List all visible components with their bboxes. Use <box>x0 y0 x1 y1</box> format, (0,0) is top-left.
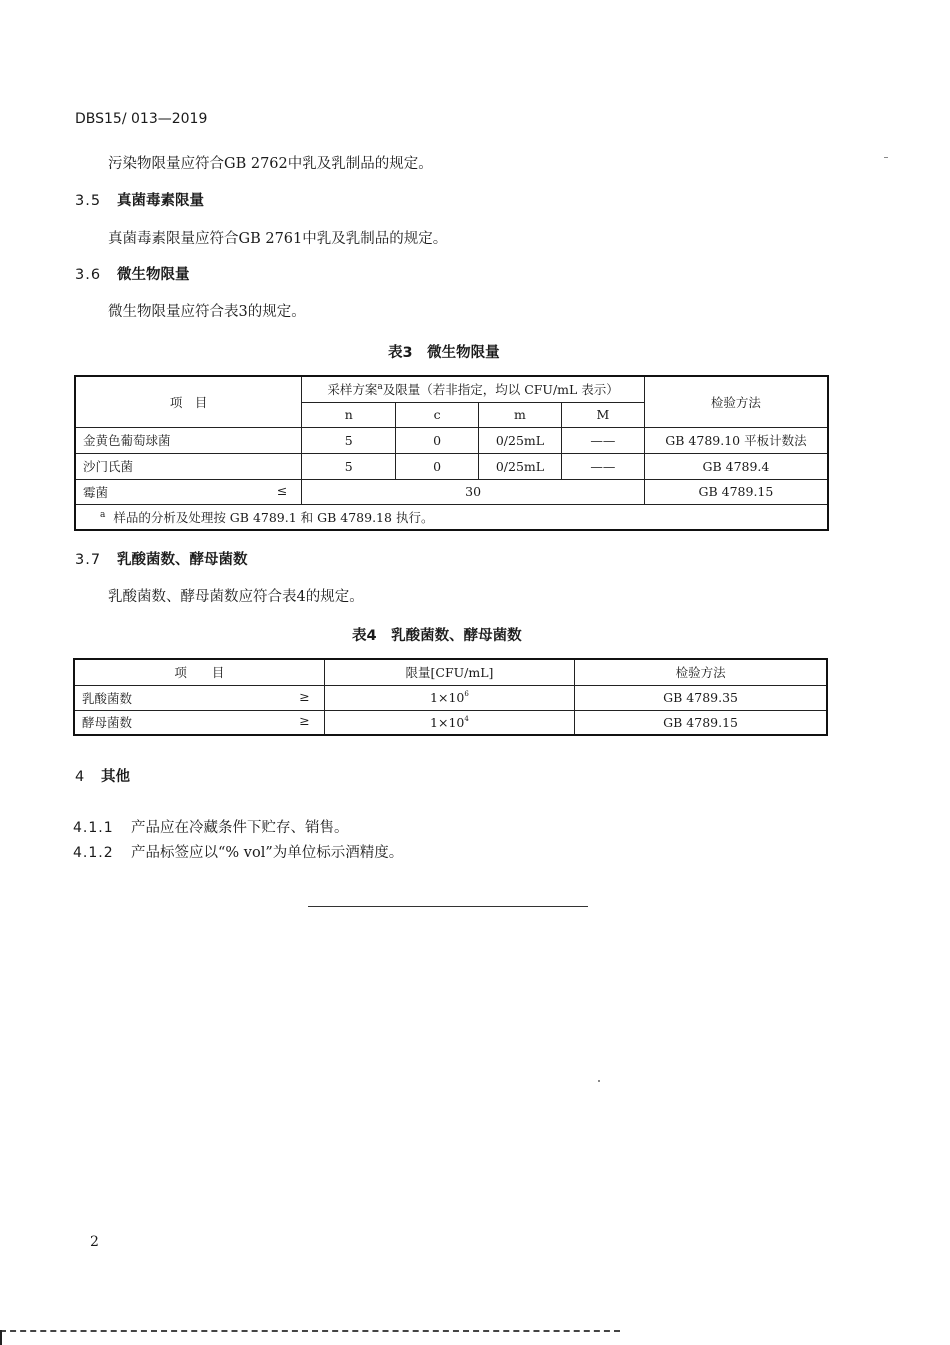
scan-edge-corner <box>0 1330 2 1345</box>
cell-M: —— <box>561 427 644 453</box>
sampling-plan-label: 采样方案 <box>327 382 378 398</box>
microbial-paragraph: 微生物限量应符合表3的规定。 <box>108 304 306 320</box>
footnote-mark: a <box>377 382 383 393</box>
cell-M: —— <box>561 453 644 479</box>
header-limit: 限量[CFU/mL] <box>324 659 574 685</box>
table-row <box>75 479 828 504</box>
cell-limit <box>324 710 574 735</box>
clause-text: 产品标签应以“% vol”为单位标示酒精度。 <box>131 845 404 861</box>
lactic-yeast-paragraph: 乳酸菌数、酵母菌数应符合表4的规定。 <box>108 589 364 605</box>
end-of-document-rule <box>308 906 588 907</box>
section-number: 4 <box>75 769 86 785</box>
scan-speck <box>598 1080 600 1082</box>
cell-method: GB 4789.15 <box>575 710 827 735</box>
table-footnote <box>75 504 828 530</box>
cell-limit <box>324 685 574 710</box>
table-row <box>75 427 828 453</box>
table-row <box>74 685 827 710</box>
cell-item: 沙门氏菌 <box>75 453 302 479</box>
footnote-text: 样品的分析及处理按 GB 4789.1 和 GB 4789.18 执行。 <box>113 509 434 525</box>
section-title: 真菌毒素限量 <box>117 193 204 209</box>
cell-c: 0 <box>396 453 479 479</box>
table-4-caption: 表4 乳酸菌数、酵母菌数 <box>352 628 522 644</box>
clause-number: 4.1.2 <box>73 845 114 861</box>
section-title: 其他 <box>101 769 130 785</box>
header-item: 项 目 <box>75 376 302 427</box>
cell-method: GB 4789.15 <box>644 479 828 504</box>
cell-n: 5 <box>302 427 396 453</box>
table-4-lactic-yeast <box>73 658 828 736</box>
section-number: 3.5 <box>75 193 102 209</box>
document-code: DBS15/ 013—2019 <box>75 111 208 127</box>
header-item: 项 目 <box>74 659 324 685</box>
section-number: 3.6 <box>75 267 102 283</box>
header-method: 检验方法 <box>644 376 828 427</box>
header-m: m <box>479 402 562 427</box>
header-M: M <box>561 402 644 427</box>
cell-method: GB 4789.4 <box>644 453 828 479</box>
greater-equal-symbol: ≥ <box>299 688 310 704</box>
limit-base: 1×10 <box>430 690 465 705</box>
limit-base: 1×10 <box>430 714 465 730</box>
section-3-7-heading <box>75 548 248 569</box>
table-3-caption: 表3 微生物限量 <box>388 345 500 361</box>
cell-method: GB 4789.35 <box>575 685 827 710</box>
header-method: 检验方法 <box>575 659 827 685</box>
less-equal-symbol: ≤ <box>276 482 288 498</box>
cell-limit: 30 <box>302 479 645 504</box>
mycotoxin-paragraph: 真菌毒素限量应符合GB 2761中乳及乳制品的规定。 <box>108 231 448 247</box>
section-4-heading <box>75 765 130 786</box>
cell-item <box>74 685 324 710</box>
scan-speck <box>884 157 888 158</box>
cell-item <box>75 479 302 504</box>
cell-item <box>74 710 324 735</box>
limit-exponent: 6 <box>464 690 469 698</box>
cell-method: GB 4789.10 平板计数法 <box>644 427 828 453</box>
sampling-plan-suffix: 及限量（若非指定，均以 CFU/mL 表示） <box>382 382 619 398</box>
table-row <box>74 710 827 735</box>
section-number: 3.7 <box>75 552 102 568</box>
scan-edge-line <box>0 1330 620 1332</box>
item-label: 乳酸菌数 <box>82 690 133 706</box>
table-footnote-row <box>75 504 828 530</box>
header-c: c <box>396 402 479 427</box>
cell-item: 金黄色葡萄球菌 <box>75 427 302 453</box>
limit-exponent: 4 <box>464 714 469 723</box>
item-label: 酵母菌数 <box>82 715 133 731</box>
clause-4-1-2 <box>73 841 403 862</box>
section-3-5-heading <box>75 189 204 210</box>
clause-4-1-1 <box>73 816 349 837</box>
footnote-mark: a <box>100 509 106 520</box>
item-label: 霉菌 <box>83 484 109 500</box>
cell-m: 0/25mL <box>479 453 562 479</box>
header-n: n <box>302 402 396 427</box>
cell-n: 5 <box>302 453 396 479</box>
section-3-6-heading <box>75 263 190 284</box>
contaminant-limit-paragraph: 污染物限量应符合GB 2762中乳及乳制品的规定。 <box>108 156 433 172</box>
cell-m: 0/25mL <box>479 427 562 453</box>
section-title: 乳酸菌数、酵母菌数 <box>117 552 248 568</box>
clause-text: 产品应在冷藏条件下贮存、销售。 <box>131 820 349 836</box>
table-row <box>75 453 828 479</box>
header-sampling-plan <box>302 376 645 402</box>
section-title: 微生物限量 <box>117 267 190 283</box>
page-number: 2 <box>90 1234 99 1250</box>
greater-equal-symbol: ≥ <box>299 713 310 729</box>
table-3-microbial-limits <box>74 375 829 531</box>
clause-number: 4.1.1 <box>73 820 114 836</box>
cell-c: 0 <box>396 427 479 453</box>
